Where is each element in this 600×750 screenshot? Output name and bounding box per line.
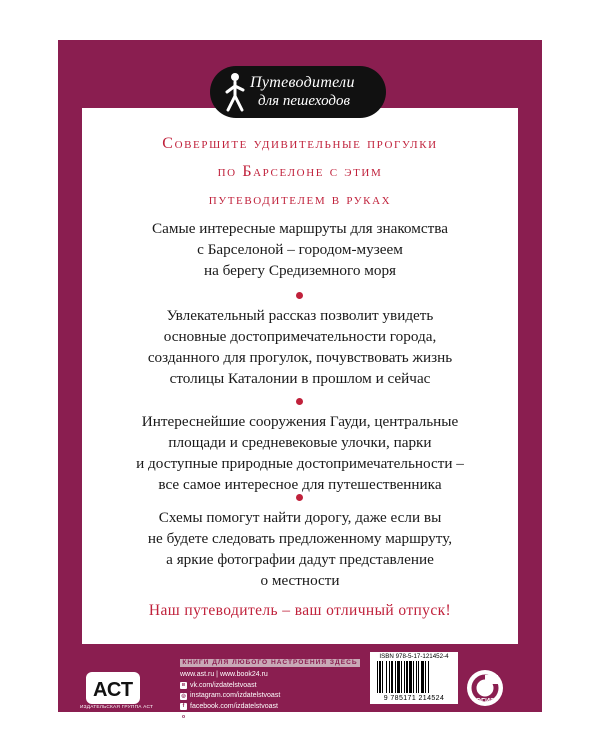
paragraph-story [102, 305, 498, 389]
barcode-bar [406, 661, 408, 693]
barcode-bar [421, 661, 424, 693]
bullet-dot [296, 292, 303, 299]
series-logo [210, 66, 386, 118]
barcode-bar [377, 661, 378, 693]
isbn-block [370, 652, 458, 704]
instagram-icon: ◎ [181, 692, 186, 699]
paragraph-line: и доступные природные достопримечательности – [136, 455, 464, 472]
link-text: www.ast.ru | www.book24.ru [180, 671, 268, 678]
series-title: Путеводители [250, 74, 355, 91]
barcode-bar [401, 661, 402, 693]
barcode-bar [382, 661, 383, 693]
paragraph-line: Увлекательный рассказ позволит увидеть [166, 307, 434, 324]
link-text: facebook.com/izdatelstvoast [190, 702, 278, 710]
link-vk[interactable] [180, 681, 280, 692]
barcode-bar [397, 661, 400, 693]
paragraph-line: не будете следовать предложенному маршруту, [147, 530, 453, 547]
headline [82, 130, 518, 214]
bullet-dot [296, 398, 303, 405]
paragraph-line: о местности [260, 572, 340, 589]
paragraph-line: Схемы помогут найти дорогу, даже если вы [158, 509, 442, 526]
bullet-dot [296, 494, 303, 501]
ast-logo [84, 670, 142, 706]
odnoklassniki-icon: о [181, 713, 186, 720]
barcode-bar [395, 661, 396, 693]
paragraph-line: Интереснейшие сооружения Гауди, центральные [141, 413, 459, 430]
vk-icon: в [181, 682, 186, 689]
barcode-bar [386, 661, 387, 693]
barcode-bar [418, 661, 419, 693]
publisher-links [180, 670, 280, 723]
paragraph-line: с Барселоной – городом-музеем [197, 241, 403, 258]
series-subtitle: для пешеходов [258, 93, 350, 109]
imprint-name: ОГИЗ [475, 698, 495, 705]
link-website[interactable] [180, 670, 280, 681]
paragraph-line: площади и средневековые улочки, парки [168, 434, 432, 451]
barcode-bar [409, 661, 412, 693]
link-text: instagram.com/izdatelstvoast [190, 692, 281, 699]
headline-line: Совершите удивительные прогулки [162, 135, 438, 152]
paragraph-line: а яркие фотографии дадут представление [166, 551, 434, 568]
headline-line: по Барселоне с этим [217, 163, 383, 180]
paragraph-line: столицы Каталонии в прошлом и сейчас [169, 370, 431, 387]
facebook-icon: f [180, 703, 187, 710]
link-text: vk.com/izdatelstvoast [190, 681, 257, 689]
barcode-bar [379, 661, 381, 693]
barcode-bar [389, 661, 390, 693]
barcode-bar [413, 661, 414, 693]
walker-icon [222, 72, 248, 112]
link-text: ok.ru/izdatelstvoast [190, 713, 250, 720]
barcode-bar [404, 661, 405, 693]
isbn-label: ISBN 978-5-17-121452-4 [379, 653, 449, 660]
barcode-bar [428, 661, 429, 693]
isbn-digits: 9 785171 214524 [383, 695, 445, 702]
paragraph-line: все самое интересное для путешественника [158, 476, 442, 493]
link-odnoklassniki[interactable] [180, 712, 280, 723]
barcode-bar [416, 661, 417, 693]
paragraph-routes [102, 218, 498, 281]
barcode-bar [391, 661, 393, 693]
paragraph-maps [102, 507, 498, 591]
link-instagram[interactable] [180, 691, 280, 702]
paragraph-line: созданного для прогулок, почувствовать жизнь [147, 349, 453, 366]
barcode [375, 661, 453, 695]
tagline: Наш путеводитель – ваш отличный отпуск! [148, 602, 452, 619]
paragraph-line: на берегу Средиземного моря [203, 262, 397, 279]
headline-line: путеводителем в руках [208, 191, 392, 208]
paragraph-line: основные достопримечательности города, [163, 328, 437, 345]
publisher-caption: ИЗДАТЕЛЬСКАЯ ГРУППА АСТ [80, 705, 154, 710]
paragraph-line: Самые интересные маршруты для знакомства [152, 220, 448, 237]
link-facebook[interactable] [180, 702, 280, 713]
ast-logo-text: АСТ [92, 679, 134, 701]
publisher-strip: КНИГИ ДЛЯ ЛЮБОГО НАСТРОЕНИЯ ЗДЕСЬ [180, 659, 360, 667]
paragraph-sights [102, 411, 498, 495]
barcode-bar [425, 661, 426, 693]
